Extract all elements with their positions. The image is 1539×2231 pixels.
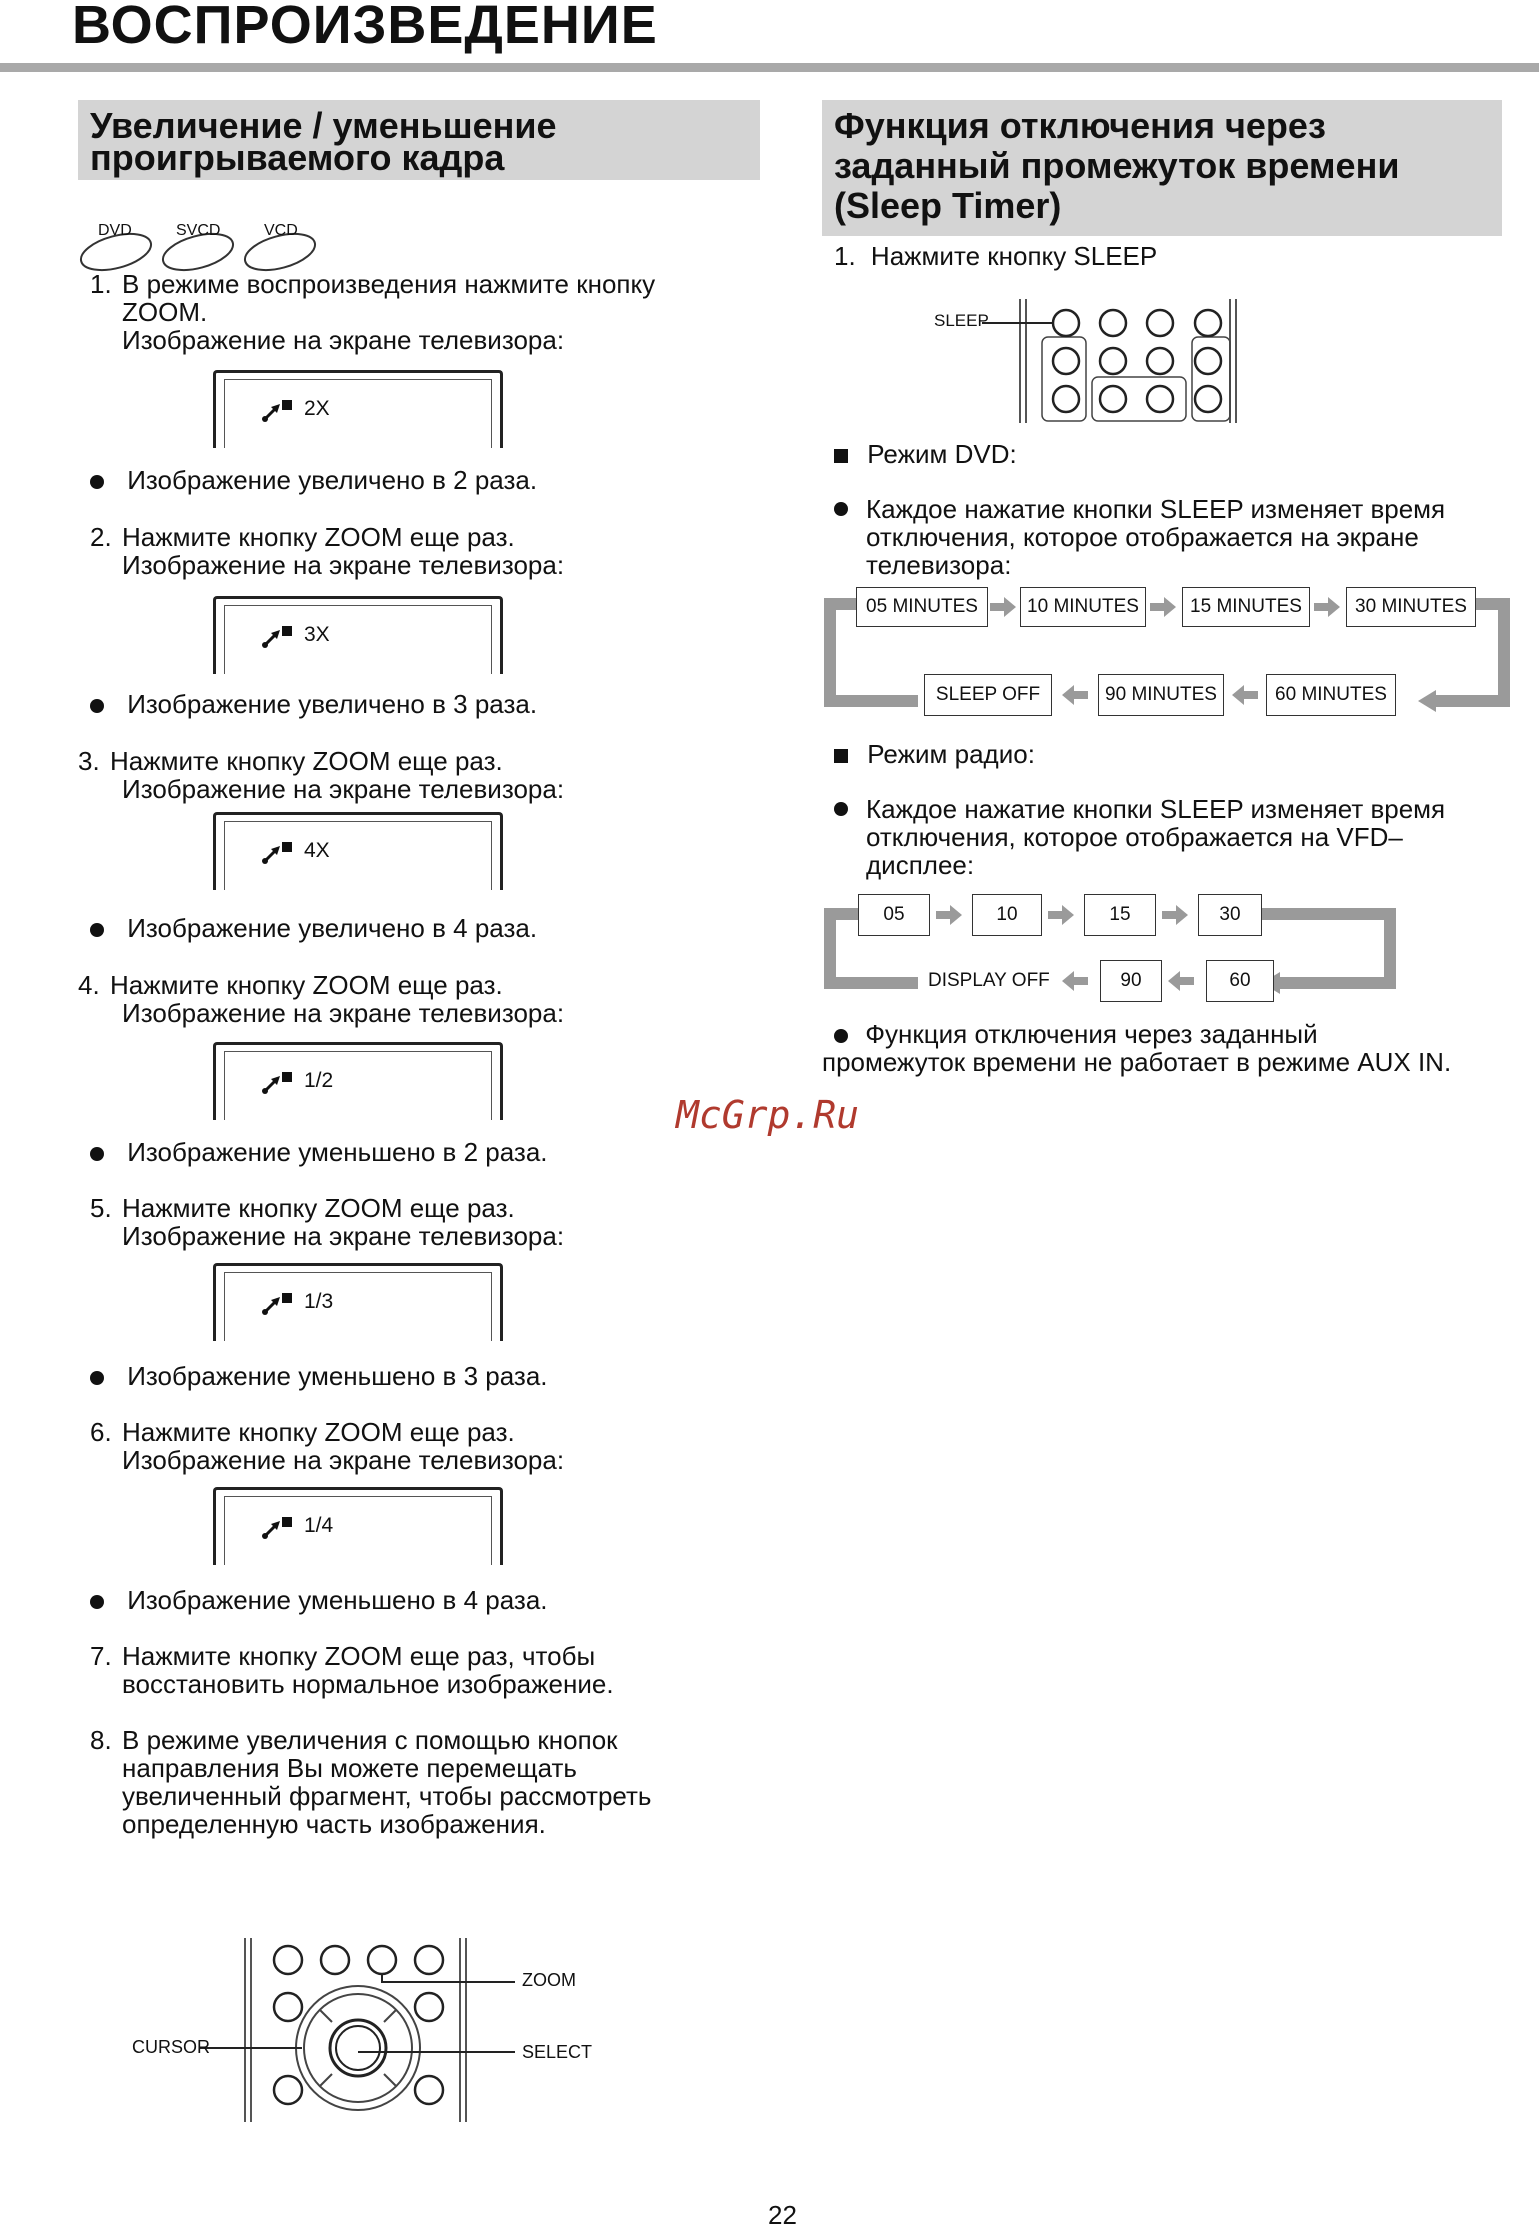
cycle-15-minutes: 15 MINUTES [1182,587,1310,627]
tv-screen-quarter [213,1487,503,1565]
bullet-text: Изображение уменьшено в 4 раза. [127,1585,548,1615]
zoom-step-3 [78,747,564,803]
zoom-step-4 [78,971,564,1027]
tv-screen-4x [213,812,503,890]
zoom-step-7 [90,1642,614,1698]
step-line: В режиме воспроизведения нажмите кнопку [122,269,656,299]
radio-cycle-90: 90 [1100,960,1162,1002]
sleep-button-label: SLEEP [934,311,989,330]
tv-zoom-value: 1/3 [304,1290,334,1313]
dvd-bullet [834,495,1445,579]
bullet-line: телевизора: [866,550,1012,580]
zoom-step-1 [90,270,655,354]
zoom-label: ZOOM [522,1970,576,1990]
arrow-right-icon [1048,904,1076,926]
zoom-icon [260,398,294,424]
zoom-bullet-1 [90,466,537,494]
zoom-icon [260,1070,294,1096]
arrow-right-icon [1314,596,1342,618]
remote-zoom-diagram [120,1930,640,2130]
step-line: Изображение на экране телевизора: [122,1221,565,1251]
arrow-right-icon [936,904,964,926]
zoom-icon [260,1291,294,1317]
radio-mode-text: Режим радио: [867,739,1035,769]
zoom-bullet-4 [90,1138,548,1166]
zoom-step-5 [90,1194,564,1250]
bullet-line: отключения, которое отображается на VFD– [866,822,1403,852]
bullet-line: Каждое нажатие кнопки SLEEP изменяет время [866,494,1446,524]
arrow-right-icon [1162,904,1190,926]
zoom-heading-line-2: проигрываемого кадра [90,137,505,178]
tv-zoom-value: 1/4 [304,1514,334,1537]
radio-sleep-cycle-diagram [822,890,1402,1000]
sleep-heading-line-3: (Sleep Timer) [834,185,1062,226]
bullet-line: отключения, которое отображается на экране [866,522,1419,552]
step-number: 7. [90,1641,112,1671]
zoom-bullet-2 [90,690,537,718]
zoom-icon [260,1515,294,1541]
watermark-text: McGrp.Ru [676,1093,860,1137]
step-number: 8. [90,1725,112,1755]
step-line: Изображение на экране телевизора: [122,998,565,1028]
step-number: 6. [90,1417,112,1447]
sleep-section-heading [822,100,1502,236]
step-number: 2. [90,522,112,552]
svcd-disc-icon [160,222,226,252]
page-number: 22 [768,2200,797,2230]
step-text: Нажмите кнопку SLEEP [870,241,1158,271]
bullet-line: дисплее: [866,850,975,880]
dvd-mode-text: Режим DVD: [867,439,1017,469]
zoom-section-heading [78,100,760,180]
step-line: Изображение на экране телевизора: [122,1445,565,1475]
zoom-bullet-6 [90,1586,548,1614]
bullet-text: Изображение увеличено в 2 раза. [127,465,538,495]
bullet-line: Каждое нажатие кнопки SLEEP изменяет время [866,794,1446,824]
sleep-heading-line-1: Функция отключения через [834,105,1326,146]
step-line: Нажмите кнопку ZOOM еще раз. [122,1417,515,1447]
step-line: Изображение на экране телевизора: [122,325,565,355]
radio-bullet [834,795,1445,879]
cycle-30-minutes: 30 MINUTES [1346,587,1476,627]
tv-zoom-value: 3X [304,623,330,646]
step-line: Нажмите кнопку ZOOM еще раз, чтобы [122,1641,596,1671]
dvd-disc-icon [78,222,144,252]
radio-cycle-60: 60 [1206,960,1274,1002]
arrow-left-icon [1232,684,1260,706]
tv-screen-third [213,1263,503,1341]
step-line: направления Вы можете перемещать [122,1753,577,1783]
cursor-label: CURSOR [132,2037,211,2057]
zoom-step-6 [90,1418,564,1474]
note-line: Функция отключения через заданный [865,1019,1318,1049]
page-title: ВОСПРОИЗВЕДЕНИЕ [72,0,658,55]
step-line: Нажмите кнопку ZOOM еще раз. [122,522,515,552]
arrow-left-icon [1062,970,1090,992]
step-number: 3. [78,746,100,776]
remote-keypad-illustration [120,1930,640,2130]
bullet-text: Изображение увеличено в 4 раза. [127,913,538,943]
radio-cycle-display-off: DISPLAY OFF [928,970,1050,991]
radio-cycle-15: 15 [1084,894,1156,936]
radio-cycle-10: 10 [972,894,1042,936]
zoom-bullet-3 [90,914,537,942]
sleep-heading-line-2: заданный промежуток времени [834,145,1400,186]
cycle-05-minutes: 05 MINUTES [856,587,988,627]
step-line: Изображение на экране телевизора: [122,774,565,804]
zoom-heading-line-1: Увеличение / уменьшение [90,105,557,146]
zoom-bullet-5 [90,1362,548,1390]
arrow-right-icon [1150,596,1178,618]
tv-screen-2x [213,370,503,448]
cycle-10-minutes: 10 MINUTES [1020,587,1146,627]
step-line: Изображение на экране телевизора: [122,550,565,580]
step-line: Нажмите кнопку ZOOM еще раз. [122,1193,515,1223]
select-label: SELECT [522,2042,593,2062]
step-line: В режиме увеличения с помощью кнопок [122,1725,618,1755]
step-number: 1. [90,269,112,299]
bullet-text: Изображение уменьшено в 2 раза. [127,1137,548,1167]
title-rule [0,63,1539,72]
step-line: Нажмите кнопку ZOOM еще раз. [110,970,503,1000]
step-number: 1. [834,241,856,271]
sleep-keypad-diagram [930,295,1260,425]
note-line: промежуток времени не работает в режиме AUX IN. [822,1047,1452,1077]
step-number: 5. [90,1193,112,1223]
radio-cycle-05: 05 [858,894,930,936]
arrow-left-icon [1168,970,1196,992]
tv-zoom-value: 2X [304,397,330,420]
vcd-disc-icon [242,222,308,252]
vcd-disc-label: VCD [264,222,298,239]
cycle-sleep-off: SLEEP OFF [924,674,1052,716]
bullet-text: Изображение увеличено в 3 раза. [127,689,538,719]
arrow-left-icon [1062,684,1090,706]
dvd-disc-label: DVD [98,222,132,239]
aux-in-note [822,1020,1451,1076]
step-number: 4. [78,970,100,1000]
radio-mode-heading [834,740,1035,768]
zoom-icon [260,624,294,650]
tv-zoom-value: 1/2 [304,1069,334,1092]
tv-screen-half [213,1042,503,1120]
svcd-disc-label: SVCD [176,222,221,239]
zoom-icon [260,840,294,866]
sleep-step-1 [834,242,1157,270]
dvd-sleep-cycle-diagram [822,582,1512,712]
tv-zoom-value: 4X [304,839,330,862]
step-line: определенную часть изображения. [122,1809,546,1839]
dvd-mode-heading [834,440,1017,468]
zoom-step-2 [90,523,564,579]
radio-cycle-30: 30 [1198,894,1262,936]
step-line: ZOOM. [122,297,208,327]
step-line: увеличенный фрагмент, чтобы рассмотреть [122,1781,652,1811]
cycle-60-minutes: 60 MINUTES [1266,674,1396,716]
arrow-right-icon [990,596,1018,618]
step-line: Нажмите кнопку ZOOM еще раз. [110,746,503,776]
bullet-text: Изображение уменьшено в 3 раза. [127,1361,548,1391]
step-line: восстановить нормальное изображение. [122,1669,614,1699]
tv-screen-3x [213,596,503,674]
zoom-step-8 [90,1726,651,1838]
cycle-90-minutes: 90 MINUTES [1098,674,1224,716]
